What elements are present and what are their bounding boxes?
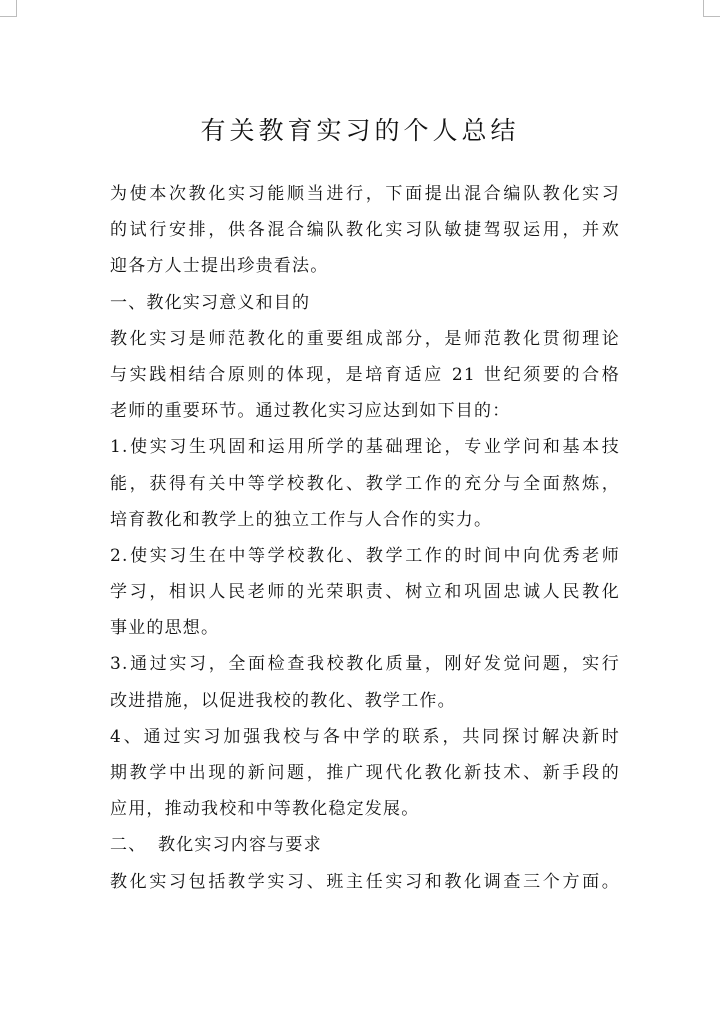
section-heading-one: 一、教化实习意义和目的 xyxy=(110,292,311,313)
document-title: 有关教育实习的个人总结 xyxy=(200,116,520,145)
page-corner-mark-top-right xyxy=(703,0,720,17)
body-line-11: 2.使实习生在中等学校教化、教学工作的时间中向优秀老师 xyxy=(110,545,620,566)
body-line-final: 教化实习包括教学实习、班主任实习和教化调查三个方面。 xyxy=(110,871,620,892)
body-line-16: 4、通过实习加强我校与各中学的联系，共同探讨解决新时 xyxy=(110,726,620,747)
body-line-7: 老师的重要环节。通过教化实习应达到如下目的： xyxy=(110,401,511,422)
body-line-15: 改进措施，以促进我校的教化、教学工作。 xyxy=(110,690,456,711)
section-heading-two xyxy=(110,827,620,863)
body-line-3: 迎各方人士提出珍贵看法。 xyxy=(110,256,329,277)
body-line-9: 能，获得有关中等学校教化、教学工作的充分与全面熬炼， xyxy=(110,473,620,494)
body-line-18: 应用，推动我校和中等教化稳定发展。 xyxy=(110,799,420,820)
body-line-2: 的试行安排，供各混合编队教化实习队敏捷驾驭运用，并欢 xyxy=(110,220,620,241)
body-line-17: 期教学中出现的新问题，推广现代化教化新技术、新手段的 xyxy=(110,763,620,783)
page-corner-mark-top-left xyxy=(0,0,17,17)
section-two-number: 二、 xyxy=(110,835,147,856)
body-line-14: 3.通过实习，全面检查我校教化质量，刚好发觉问题，实行 xyxy=(110,654,620,675)
body-line-12: 学习，相识人民老师的光荣职责、树立和巩固忠诚人民教化 xyxy=(110,582,620,603)
body-line-5: 教化实习是师范教化的重要组成部分，是师范教化贯彻理论 xyxy=(110,328,620,349)
body-line-13: 事业的思想。 xyxy=(110,618,220,639)
section-two-title: 教化实习内容与要求 xyxy=(158,835,322,856)
body-line-10: 培育教化和教学上的独立工作与人合作的实力。 xyxy=(110,509,493,530)
body-line-8: 1.使实习生巩固和运用所学的基础理论，专业学问和基本技 xyxy=(110,437,620,458)
document-body xyxy=(110,176,620,900)
body-line-1: 为使本次教化实习能顺当进行，下面提出混合编队教化实习 xyxy=(110,184,620,204)
body-line-6: 与实践相结合原则的体现，是培育适应 21 世纪须要的合格 xyxy=(110,364,620,385)
